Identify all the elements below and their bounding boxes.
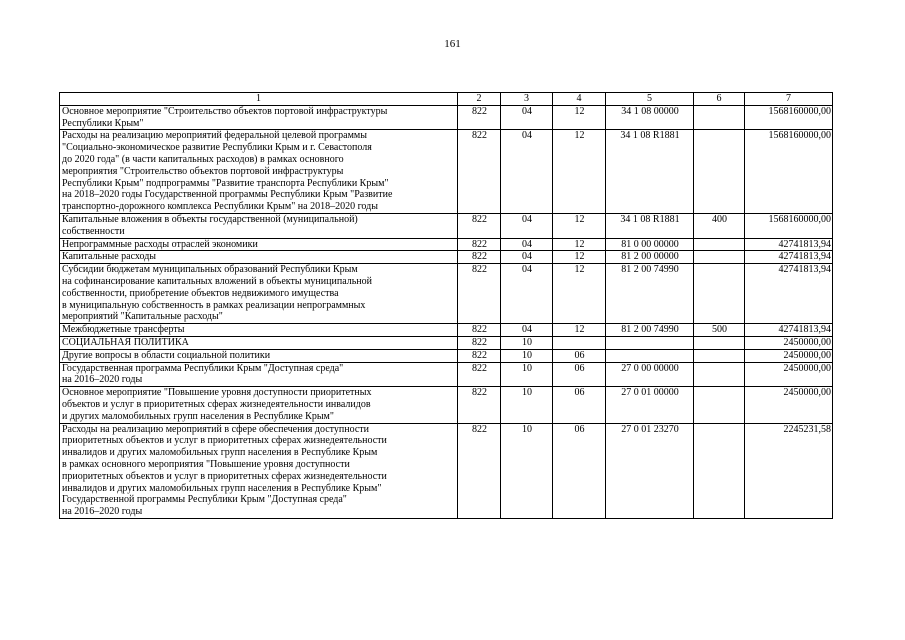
row-target-article: 27 0 00 00000 <box>606 362 694 387</box>
header-cell-4: 4 <box>553 93 606 106</box>
budget-table <box>59 92 833 519</box>
table-row <box>60 213 833 238</box>
row-subsection: 12 <box>553 213 606 238</box>
row-amount: 2450000,00 <box>745 336 833 349</box>
row-expense-type <box>694 336 745 349</box>
row-ministry-code: 822 <box>458 213 501 238</box>
row-description: Непрограммные расходы отраслей экономики <box>60 238 458 251</box>
row-subsection: 12 <box>553 324 606 337</box>
row-amount: 2450000,00 <box>745 387 833 423</box>
row-amount: 1568160000,00 <box>745 130 833 214</box>
row-amount: 42741813,94 <box>745 238 833 251</box>
row-section: 10 <box>501 423 553 518</box>
row-description: Государственная программа Республики Крым "Доступная среда" на 2016–2020 годы <box>60 362 458 387</box>
row-subsection: 12 <box>553 251 606 264</box>
table-row <box>60 387 833 423</box>
row-ministry-code: 822 <box>458 387 501 423</box>
row-amount: 1568160000,00 <box>745 105 833 130</box>
row-expense-type <box>694 130 745 214</box>
row-subsection: 06 <box>553 387 606 423</box>
row-ministry-code: 822 <box>458 349 501 362</box>
header-cell-5: 5 <box>606 93 694 106</box>
row-subsection: 06 <box>553 349 606 362</box>
table-row <box>60 349 833 362</box>
row-ministry-code: 822 <box>458 362 501 387</box>
table-row <box>60 105 833 130</box>
row-subsection <box>553 336 606 349</box>
row-expense-type <box>694 387 745 423</box>
header-cell-2: 2 <box>458 93 501 106</box>
row-description: Субсидии бюджетам муниципальных образований Республики Крым на софинансирование капитальных вложений в объекты муниципальной собственности, приобретение объектов недвижимого имущества в муниципальную собственность в рамках реализации непрограммных мероприятий "Капитальные расходы" <box>60 264 458 324</box>
row-ministry-code: 822 <box>458 130 501 214</box>
row-section: 04 <box>501 264 553 324</box>
row-expense-type <box>694 264 745 324</box>
row-target-article: 27 0 01 00000 <box>606 387 694 423</box>
row-section: 10 <box>501 336 553 349</box>
row-ministry-code: 822 <box>458 423 501 518</box>
row-section: 10 <box>501 387 553 423</box>
row-amount: 42741813,94 <box>745 251 833 264</box>
table-row <box>60 264 833 324</box>
row-amount: 2245231,58 <box>745 423 833 518</box>
header-cell-1: 1 <box>60 93 458 106</box>
row-target-article <box>606 349 694 362</box>
table-header-row <box>60 93 833 106</box>
row-subsection: 12 <box>553 238 606 251</box>
row-section: 04 <box>501 251 553 264</box>
row-section: 04 <box>501 105 553 130</box>
row-expense-type: 400 <box>694 213 745 238</box>
row-section: 04 <box>501 324 553 337</box>
row-amount: 2450000,00 <box>745 349 833 362</box>
row-section: 04 <box>501 213 553 238</box>
row-description: СОЦИАЛЬНАЯ ПОЛИТИКА <box>60 336 458 349</box>
table-row <box>60 130 833 214</box>
header-cell-3: 3 <box>501 93 553 106</box>
row-expense-type <box>694 349 745 362</box>
row-description: Другие вопросы в области социальной политики <box>60 349 458 362</box>
header-cell-6: 6 <box>694 93 745 106</box>
row-target-article <box>606 336 694 349</box>
row-description: Расходы на реализацию мероприятий в сфере обеспечения доступности приоритетных объектов и услуг в приоритетных сферах жизнедеятельности инвалидов и других маломобильных групп населения в Республике Крым в рамках основного мероприятия "Повышение уровня доступности приоритетных объектов и услуг в приоритетных сферах жизнедеятельности инвалидов и других маломобильных групп населения в Республике Крым" Государственной программы Республики Крым "Доступная среда" на 2016–2020 годы <box>60 423 458 518</box>
row-target-article: 34 1 08 00000 <box>606 105 694 130</box>
row-ministry-code: 822 <box>458 336 501 349</box>
row-ministry-code: 822 <box>458 251 501 264</box>
row-subsection: 12 <box>553 105 606 130</box>
row-target-article: 81 2 00 74990 <box>606 264 694 324</box>
table-row <box>60 324 833 337</box>
table-row <box>60 336 833 349</box>
row-expense-type <box>694 362 745 387</box>
page-number: 161 <box>444 38 461 50</box>
row-expense-type: 500 <box>694 324 745 337</box>
row-section: 04 <box>501 238 553 251</box>
row-expense-type <box>694 105 745 130</box>
row-amount: 2450000,00 <box>745 362 833 387</box>
row-subsection: 06 <box>553 362 606 387</box>
header-cell-7: 7 <box>745 93 833 106</box>
row-expense-type <box>694 423 745 518</box>
row-amount: 42741813,94 <box>745 324 833 337</box>
row-subsection: 12 <box>553 130 606 214</box>
table-row <box>60 423 833 518</box>
table-row <box>60 238 833 251</box>
row-subsection: 06 <box>553 423 606 518</box>
row-amount: 1568160000,00 <box>745 213 833 238</box>
row-target-article: 81 0 00 00000 <box>606 238 694 251</box>
row-expense-type <box>694 251 745 264</box>
row-description: Основное мероприятие "Строительство объектов портовой инфраструктуры Республики Крым" <box>60 105 458 130</box>
row-target-article: 34 1 08 R1881 <box>606 213 694 238</box>
row-section: 10 <box>501 362 553 387</box>
row-ministry-code: 822 <box>458 264 501 324</box>
row-description: Основное мероприятие "Повышение уровня доступности приоритетных объектов и услуг в приоритетных сферах жизнедеятельности инвалидов и других маломобильных групп населения в Республике Крым" <box>60 387 458 423</box>
row-amount: 42741813,94 <box>745 264 833 324</box>
row-section: 10 <box>501 349 553 362</box>
row-ministry-code: 822 <box>458 105 501 130</box>
row-description: Расходы на реализацию мероприятий федеральной целевой программы "Социально-экономическое развитие Республики Крым и г. Севастополя до 2020 года" (в части капитальных расходов) в рамках основного мероприятия "Строительство объектов портовой инфраструктуры Республики Крым" подпрограммы "Развитие транспорта Республики Крым" на 2018–2020 годы Государственной программы Республики Крым "Развитие транспортно-дорожного комплекса Республики Крым" на 2018–2020 годы <box>60 130 458 214</box>
row-description: Капитальные вложения в объекты государственной (муниципальной) собственности <box>60 213 458 238</box>
table-row <box>60 362 833 387</box>
row-description: Межбюджетные трансферты <box>60 324 458 337</box>
row-ministry-code: 822 <box>458 238 501 251</box>
row-target-article: 81 2 00 00000 <box>606 251 694 264</box>
row-description: Капитальные расходы <box>60 251 458 264</box>
row-target-article: 27 0 01 23270 <box>606 423 694 518</box>
row-ministry-code: 822 <box>458 324 501 337</box>
row-target-article: 81 2 00 74990 <box>606 324 694 337</box>
table-row <box>60 251 833 264</box>
row-subsection: 12 <box>553 264 606 324</box>
row-target-article: 34 1 08 R1881 <box>606 130 694 214</box>
row-section: 04 <box>501 130 553 214</box>
row-expense-type <box>694 238 745 251</box>
